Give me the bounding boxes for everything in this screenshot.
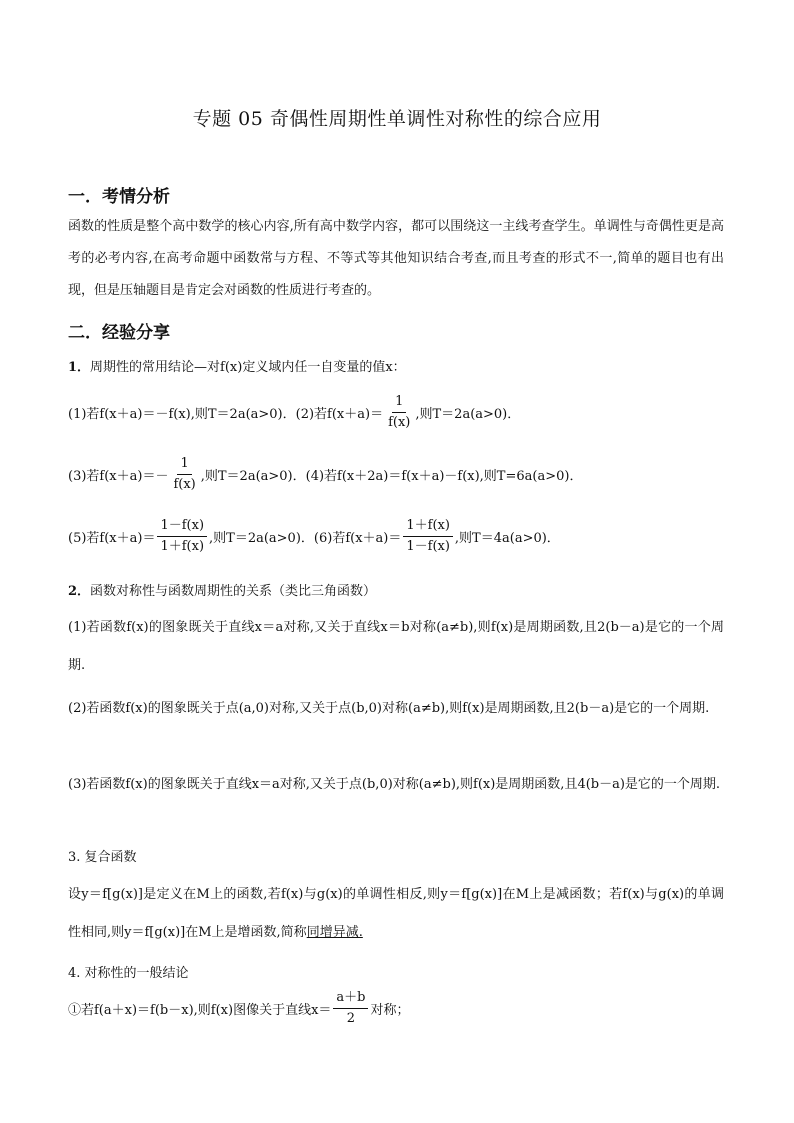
- page-title: 专题 05 奇偶性周期性单调性对称性的综合应用: [192, 108, 602, 130]
- item2-paragraph-3: (3)若函数f(x)的图象既关于直线x＝a对称,又关于点(b,0)对称(a≠b),则f(x)是周期函数,且4(b－a)是它的一个周期.: [68, 777, 721, 792]
- fraction-2-denominator: f(x): [173, 477, 196, 492]
- fraction-3-denominator: 1＋f(x): [160, 539, 205, 554]
- item4-formula-a: ①若f(a＋x)＝f(b－x),则f(x)图像关于直线x＝: [68, 1003, 332, 1018]
- fraction-5: [333, 990, 368, 1027]
- item2-number: 2．: [68, 584, 91, 599]
- formula-2a: (3)若f(x＋a)＝－: [68, 469, 169, 484]
- analysis-paragraph: 函数的性质是整个高中数学的核心内容,所有高中数学内容，都可以围绕这一主线考查学生。单调性与奇偶性更是高考的必考内容,在高考命题中函数常与方程、不等式等其他知识结合考查,而且考查的形式不一,简单的题目也有出现，但是压轴题目是肯定会对函数的性质进行考查的。: [68, 219, 724, 298]
- item1-line: [68, 356, 406, 375]
- fraction-5-numerator: a＋b: [333, 990, 368, 1009]
- item2-paragraph-1: (1)若函数f(x)的图象既关于直线x＝a对称,又关于直线x＝b对称(a≠b),则f(x)是周期函数,且2(b－a)是它的一个周期.: [68, 620, 724, 673]
- item4-heading: 4. 对称性的一般结论: [68, 966, 189, 981]
- formula-2b: ,则T＝2a(a>0)．(4)若f(x＋2a)＝f(x＋a)－f(x),则T=6a(a>0)．: [200, 469, 583, 484]
- fraction-4-denominator: 1－f(x): [406, 539, 450, 554]
- item3-underlined-term: 同增异减.: [306, 925, 363, 940]
- item3-paragraph: [68, 876, 724, 952]
- fraction-2-numerator: 1: [177, 456, 191, 475]
- section-heading-experience: 二．经验分享: [68, 323, 170, 343]
- fraction-3-numerator: 1－f(x): [157, 518, 207, 537]
- item3-heading: 3. 复合函数: [68, 850, 137, 865]
- item3-paragraph-text: 设y＝f[g(x)]是定义在M上的函数,若f(x)与g(x)的单调性相反,则y＝f[g(x)]在M上是减函数；若f(x)与g(x)的单调性相同,则y＝f[g(x)]在M上是增函数,简称: [68, 887, 724, 940]
- item1-text: 周期性的常用结论—对f(x)定义域内任一自变量的值x：: [90, 360, 406, 375]
- formula-1b: ,则T＝2a(a>0)．: [415, 407, 521, 422]
- fraction-4: [403, 518, 453, 555]
- fraction-3: [157, 518, 207, 555]
- formula-line-3: [68, 518, 560, 555]
- fraction-1-numerator: 1: [392, 394, 406, 413]
- fraction-1-denominator: f(x): [388, 415, 411, 430]
- formula-line-2: [68, 456, 582, 493]
- fraction-1: [385, 394, 413, 431]
- formula-3b: ,则T＝2a(a>0)．(6)若f(x＋a)＝: [209, 531, 402, 546]
- formula-1a: (1)若f(x＋a)＝－f(x),则T＝2a(a>0)．(2)若f(x＋a)＝: [68, 407, 384, 422]
- item2-text: 函数对称性与函数周期性的关系（类比三角函数）: [90, 584, 377, 599]
- item2-paragraph-2: (2)若函数f(x)的图象既关于点(a,0)对称,又关于点(b,0)对称(a≠b),则f(x)是周期函数,且2(b－a)是它的一个周期.: [68, 701, 710, 716]
- item1-number: 1．: [68, 360, 91, 375]
- formula-3c: ,则T＝4a(a>0)．: [454, 531, 560, 546]
- fraction-2: [170, 456, 198, 493]
- item4-formula-line: [68, 990, 410, 1027]
- fraction-4-numerator: 1＋f(x): [403, 518, 453, 537]
- formula-3a: (5)若f(x＋a)＝: [68, 531, 156, 546]
- item2-line: [68, 580, 376, 599]
- item4-formula-b: 对称；: [370, 1003, 410, 1018]
- formula-line-1: [68, 394, 520, 431]
- fraction-5-denominator: 2: [346, 1011, 356, 1026]
- section-heading-analysis: 一．考情分析: [68, 187, 170, 207]
